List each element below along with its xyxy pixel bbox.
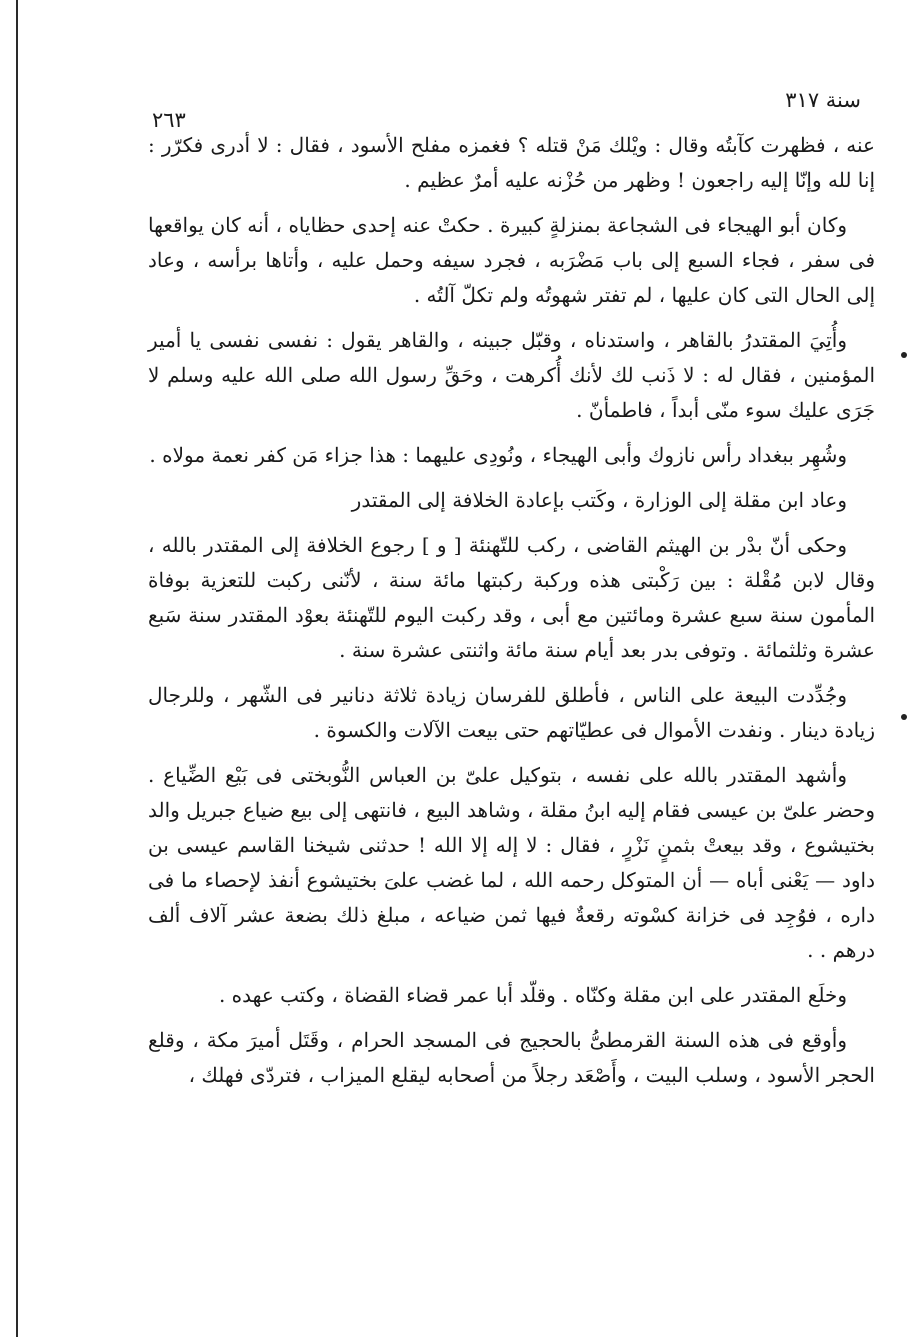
paragraph: وحكى أنّ بدْر بن الهيثم القاضى ، ركب للتّهنئة [ و ] رجوع الخلافة إلى المقتدر بالله ، وقال لابن مُقْلة : بين رَكْبتى هذه وركبة ركبتها مائة سنة ، لأنّنى ركبت للتعزية بوفاة المأمون سنة سبع عشرة ومائتين مع أبى ، وقد ركبت اليوم للتّهنئة بعوْد المقتدر سنة سَبع عشرة وثلثمائة . وتوفى بدر بعد أيام سنة مائة واثنتى عشرة سنة . [148,533,876,662]
paragraph: وعاد ابن مقلة إلى الوزارة ، وكَتب بإعادة الخلافة إلى المقتدر [351,488,847,512]
paragraph: وأُتِيَ المقتدرُ بالقاهر ، واستدناه ، وقبّل جبينه ، والقاهر يقول : نفسى نفسى يا أمير المؤمنين ، فقال له : لا ذَنب لك لأنك أُكرهت ، وحَقِّ رسول الله صلى الله عليه وسلم لا جَرَى عليك سوء منّى أبداً ، فاطمأنّ . [148,328,875,422]
body-text [148,128,875,1103]
paragraph: وشُهِر ببغداد رأس نازوك وأبى الهيجاء ، ونُودِى عليهما : هذا جزاء مَن كفر نعمة مولاه . [149,443,847,467]
paragraph: وأشهد المقتدر بالله على نفسه ، بتوكيل علىّ بن العباس النُّوبختى فى بَيْع الضِّياع . وحضر علىّ بن عيسى فقام إليه ابنُ مقلة ، وشاهد البيع ، فانتهى إلى بيع ضياع جبريل والد بختيشوع ، وقد بيعتْ بثمنٍ نَزْرٍ ، فقال : لا إله إلا الله ! حدثنى شيخنا القاسم عيسى بن داود — يَعْنى أباه — أن المتوكل رحمه الله ، لما غضب علىَ بختيشوع أنفذ لإحصاء ما فى داره ، فوُجِد فى خزانة كسْوته رقعةٌ فيها ثمن ضياعه ، مبلغ ذلك بضعة عشر آلاف ألف درهم . . [148,763,875,962]
paragraph: وكان أبو الهيجاء فى الشجاعة بمنزلةٍ كبيرة . حكتْ عنه إحدى حظاياه ، أنه كان يواقعها فى سفر ، فجاء السبع إلى باب مَضْرَبه ، فجرد سيفه وحمل عليه ، وأتاها برأسه ، وعاد إلى الحال التى كان عليها ، لم تفتر شهوتُه ولم تكلّ آلتُه . [148,213,875,307]
margin-mark [901,714,907,720]
running-header-year: سنة ٣١٧ [785,88,861,112]
paragraph: وجُدِّدت البيعة على الناس ، فأطلق للفرسان زيادة ثلاثة دنانير فى الشّهر ، وللرجال زيادة دينار . ونفدت الأموال فى عطيّاتهم حتى بيعت الآلات والكسوة . [148,683,875,742]
page-edge-rule [16,0,18,1337]
paragraph: وأوقع فى هذه السنة القرمطىُّ بالحجيج فى المسجد الحرام ، وقَتَل أميرَ مكة ، وقلع الحجر الأسود ، وسلب البيت ، وأَصْعَد رجلاً من أصحابه ليقلع الميزاب ، فتردّى فهلك ، [148,1028,875,1087]
paragraph: عنه ، فظهرت كآبتُه وقال : ويْلك مَنْ قتله ؟ فغمزه مفلح الأسود ، فقال : لا أدرى فكرّر : إنا لله وإنّا إليه راجعون ! وظهر من حُزْنه عليه أمرٌ عظيم . [148,133,875,192]
margin-mark [901,352,907,358]
paragraph: وخلَع المقتدر على ابن مقلة وكنّاه . وقلّد أبا عمر قضاء القضاة ، وكتب عهده . [218,983,847,1007]
page-number: ٢٦٣ [152,108,186,132]
